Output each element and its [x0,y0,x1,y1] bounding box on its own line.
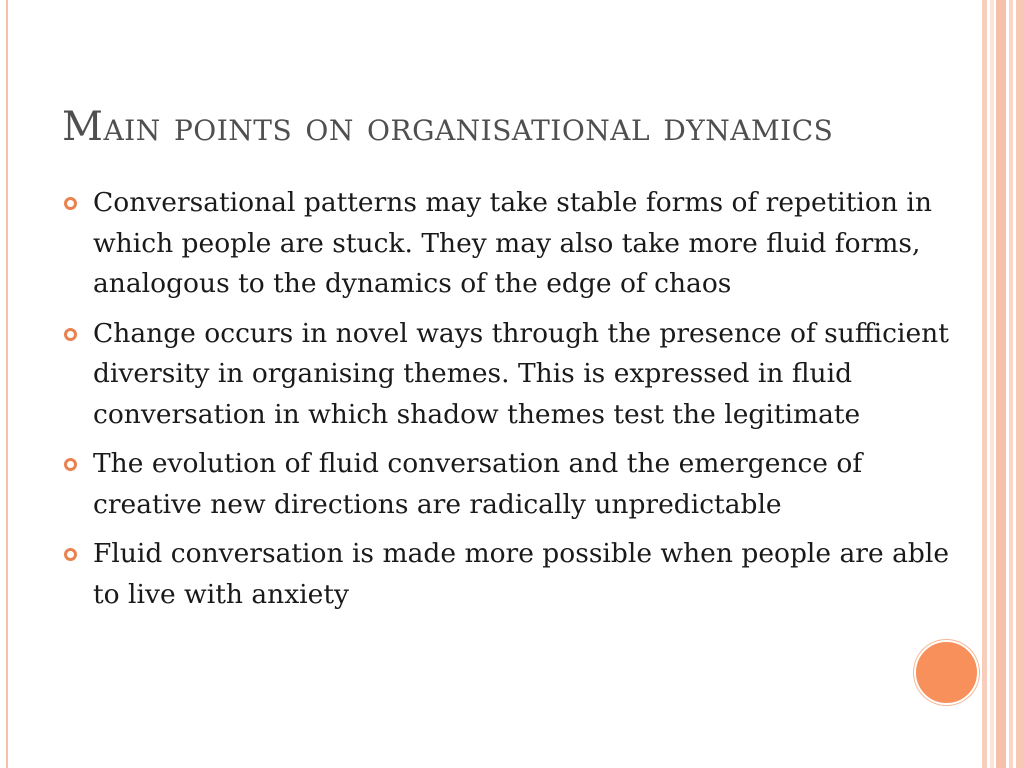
bullet-item [62,444,962,525]
left-border-line [6,0,8,768]
orange-circle-icon [914,640,979,705]
ring-bullet-icon [64,548,77,561]
right-stripe [1009,0,1013,768]
bullet-item [62,314,962,436]
right-stripe [996,0,1006,768]
bullet-item [62,534,962,615]
ring-bullet-icon [64,197,77,210]
right-stripe [990,0,994,768]
bullet-item [62,183,962,305]
bullet-text: Change occurs in novel ways through the presence of sufficient diversity in organising themes. This is expressed in fluid conversation in which shadow themes test the legitimate [93,317,949,430]
right-stripe [982,0,987,768]
right-stripe [1016,0,1024,768]
bullet-list [62,183,962,624]
slide-title: Main points on organisational dynamics [62,104,834,150]
bullet-text: The evolution of fluid conversation and the emergence of creative new directions are radically unpredictable [93,448,863,520]
bullet-text: Conversational patterns may take stable forms of repetition in which people are stuck. They may also take more fluid forms, analogous to the dynamics of the edge of chaos [93,187,932,299]
ring-bullet-icon [64,328,77,341]
ring-bullet-icon [64,458,77,471]
bullet-text: Fluid conversation is made more possible when people are able to live with anxiety [93,538,949,610]
